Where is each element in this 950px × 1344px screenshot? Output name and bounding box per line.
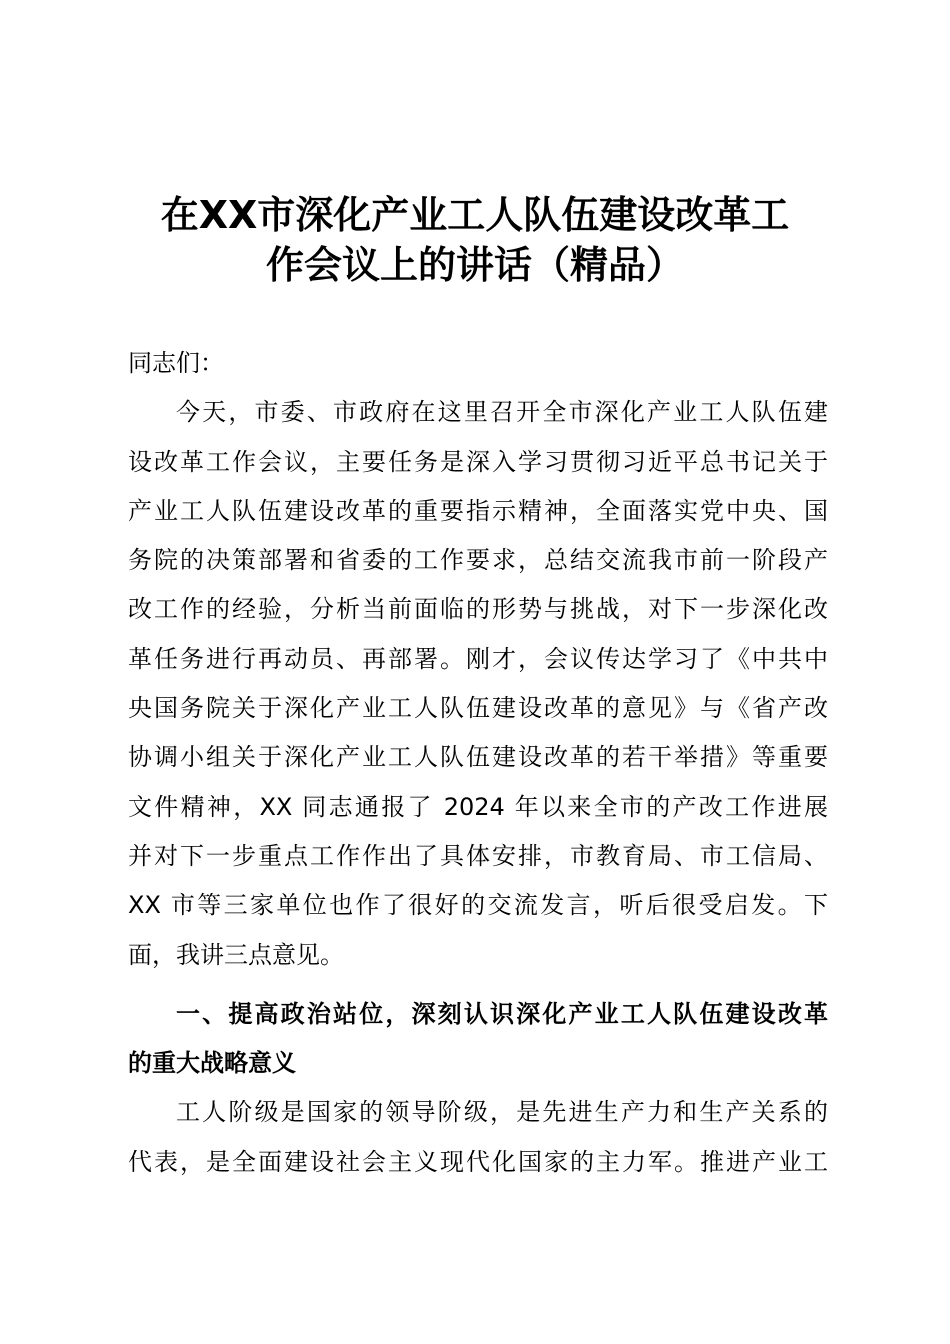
paragraph-line: 改工作的经验，分析当前面临的形势与挑战，对下一步深化改 xyxy=(128,595,828,624)
paragraph-line: 务院的决策部署和省委的工作要求，总结交流我市前一阶段产 xyxy=(128,546,828,575)
paragraph-line: 面，我讲三点意见。 xyxy=(128,940,344,969)
paragraph-line: 革任务进行再动员、再部署。刚才，会议传达学习了《中共中 xyxy=(128,644,828,673)
paragraph-line: 并对下一步重点工作作出了具体安排，市教育局、市工信局、 xyxy=(128,841,828,870)
heading-line: 一、提高政治站位，深刻认识深化产业工人队伍建设改革 xyxy=(176,999,828,1028)
document-title-line-2: 作会议上的讲话（精品） xyxy=(265,243,684,287)
paragraph-line: XX 市等三家单位也作了很好的交流发言，听后很受启发。下 xyxy=(128,891,828,920)
paragraph-line: 央国务院关于深化产业工人队伍建设改革的意见》与《省产改 xyxy=(128,694,828,723)
paragraph-2 xyxy=(128,1092,828,1191)
paragraph-line: 工人阶级是国家的领导阶级，是先进生产力和生产关系的 xyxy=(176,1098,828,1127)
paragraph-line: 设改革工作会议，主要任务是深入学习贯彻习近平总书记关于 xyxy=(128,447,828,476)
section-heading-1 xyxy=(128,994,828,1093)
paragraph-line: 今天，市委、市政府在这里召开全市深化产业工人队伍建 xyxy=(176,398,828,427)
paragraph-1 xyxy=(128,392,828,984)
paragraph-line: 文件精神，XX 同志通报了 2024 年以来全市的产改工作进展 xyxy=(128,792,828,821)
paragraph-line: 协调小组关于深化产业工人队伍建设改革的若干举措》等重要 xyxy=(128,743,828,772)
paragraph-line: 产业工人队伍建设改革的重要指示精神，全面落实党中央、国 xyxy=(128,496,828,525)
salutation: 同志们： xyxy=(128,349,224,377)
document-body xyxy=(128,343,828,1191)
document-title-line-1: 在XX市深化产业工人队伍建设改革工 xyxy=(160,193,790,237)
paragraph-line: 代表，是全面建设社会主义现代化国家的主力军。推进产业工 xyxy=(128,1147,828,1176)
heading-line: 的重大战略意义 xyxy=(128,1049,296,1078)
